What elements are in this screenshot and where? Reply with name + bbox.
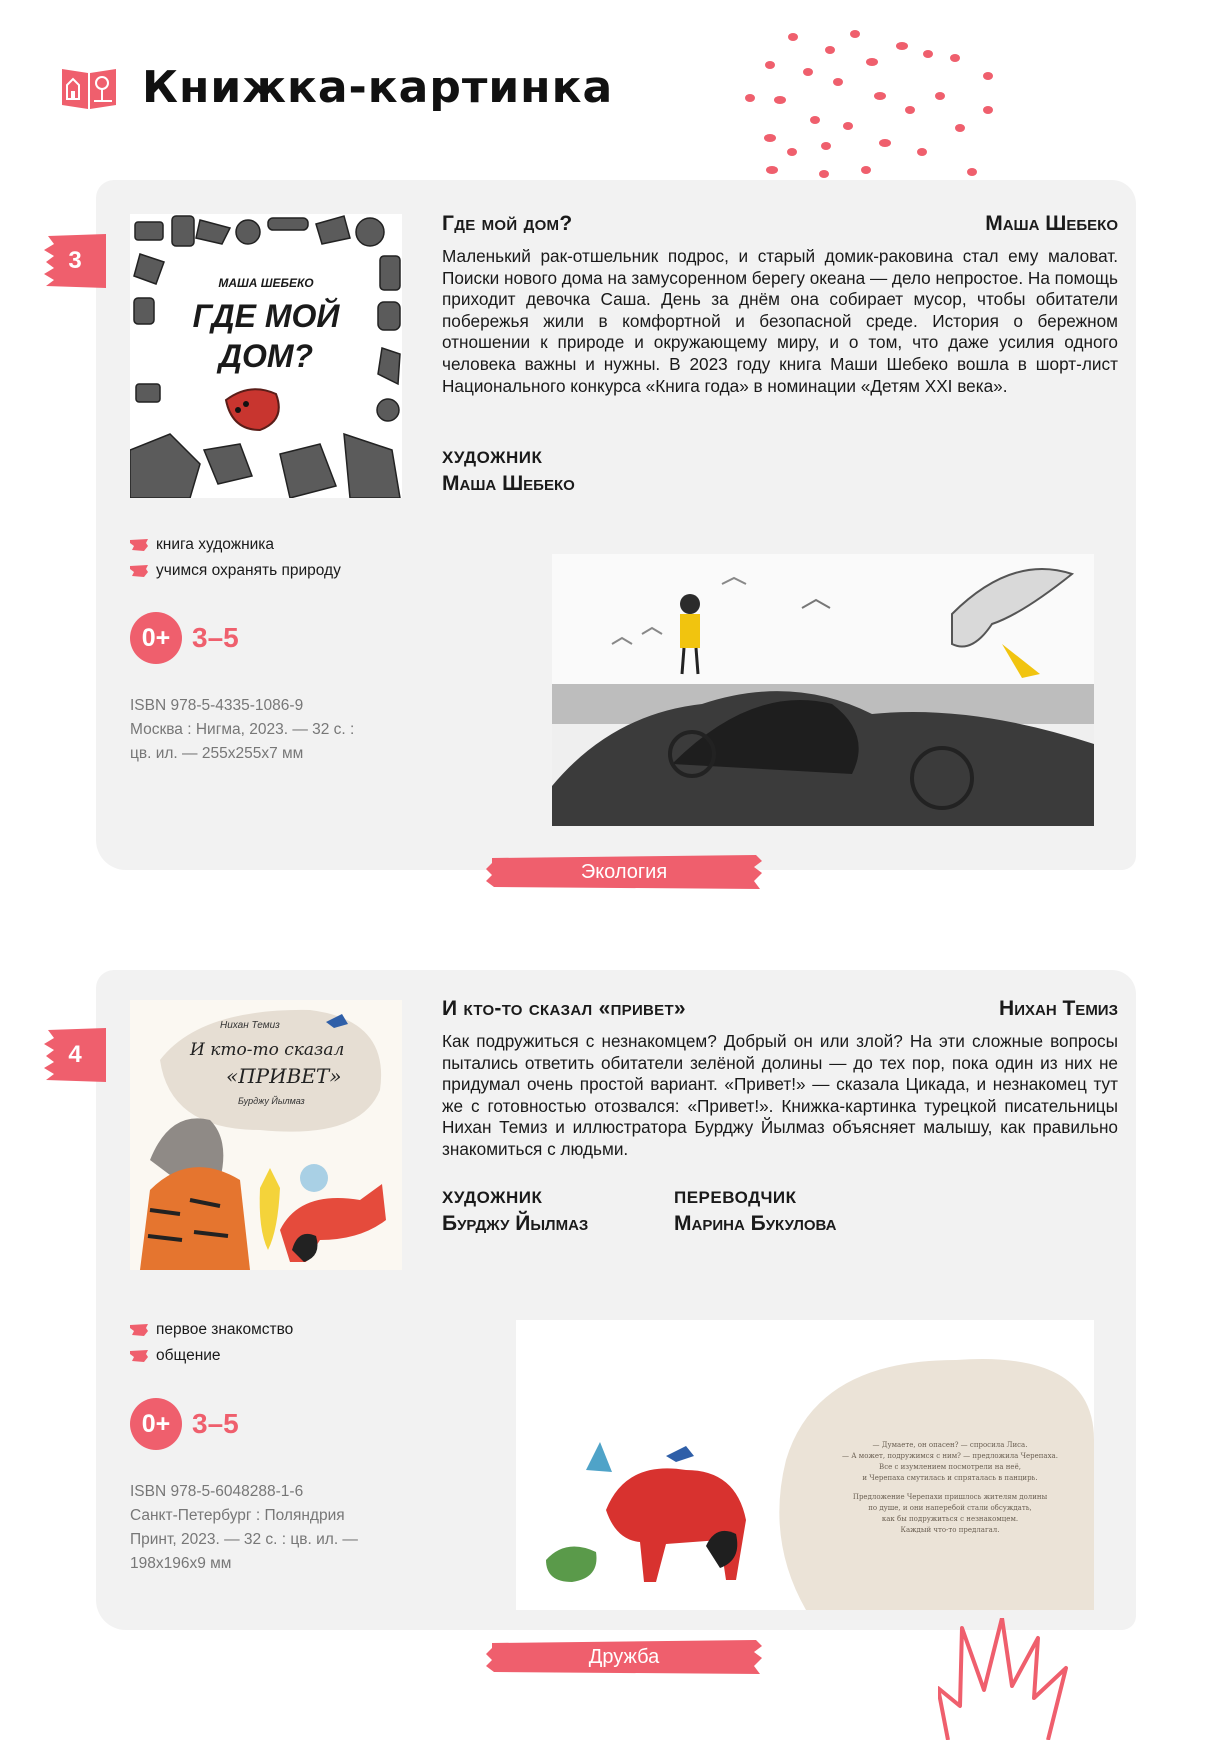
brush-mark-icon — [130, 1350, 148, 1362]
book-description: Маленький рак-отшельник подрос, и старый домик-раковина стал ему маловат. Поиски нового дома на замусоренном берегу океана — дело непростое. На помощь приходит девочка Саша. День за днём она собирает мусор, чтобы обитатели побережья жили в комфортной и безопасной среде. История о бережном отношении к природе и окружающему миру, и о том, что даже усилия одного человека важны и нужны. В 2023 году книга Маши Шебеко вошла в шорт-лист Национального конкурса «Книга года» в номинации «Детям XXI века». — [442, 246, 1119, 396]
book-author: Маша Шебеко — [985, 212, 1118, 235]
book-illustration-1 — [552, 554, 1094, 826]
picture-book-icon — [60, 63, 118, 111]
decorative-doodle — [938, 1618, 1068, 1740]
tag-item: книга художника — [130, 532, 341, 558]
artist-name: Бурджу Йылмаз — [442, 1212, 589, 1235]
theme-label: Экология — [486, 855, 762, 889]
artist-label: ХУДОЖНИК — [442, 448, 543, 467]
bibliographic-info: ISBN 978-5-4335-1086-9 Москва : Нигма, 2023. — 32 с. : цв. ил. — 255х255х7 мм — [130, 697, 355, 762]
book-number-badge: 3 — [44, 234, 106, 288]
book-title: Где мой дом? — [442, 212, 573, 235]
age-rating — [130, 1398, 239, 1450]
book-tags — [130, 1317, 293, 1369]
book-title: И кто-то сказал «привет» — [442, 997, 686, 1020]
cover-title-line-1: И кто-то сказал — [190, 1040, 345, 1060]
age-range: 3–5 — [192, 622, 239, 653]
cover-author-text: МАША ШЕБЕКО — [218, 276, 314, 290]
tag-item: первое знакомство — [130, 1317, 293, 1343]
book-number-badge: 4 — [44, 1028, 106, 1082]
book-tags — [130, 532, 341, 584]
age-badge: 0+ — [130, 612, 182, 664]
cover-artist-text: Бурджу Йылмаз — [238, 1096, 305, 1106]
brush-mark-icon — [130, 1324, 148, 1336]
tag-item: общение — [130, 1343, 293, 1369]
book-description: Как подружиться с незнакомцем? Добрый он или злой? На эти сложные вопросы пытались ответить обитатели зелёной долины — до тех пор, пока один из них не придумал очень простой вариант. «Привет!» — сказала Цикада, и незнакомец тут же с готовностью отозвался: «Привет!». Книжка-картинка турецкой писательницы Нихан Темиз и иллюстратора Бурджу Йылмаз объясняет малышу, как правильно знакомиться с людьми. — [442, 1031, 1118, 1159]
cover-title-line-2: ДОМ? — [218, 338, 314, 374]
theme-label: Дружба — [486, 1640, 762, 1674]
spread-text: — Думаете, он опасен? — спросила Лиса. — А может, подружимся с ним? — предложила Черепаха. Все с изумлением посмотрели на неё, и Черепаха смутилась и спряталась в панцирь. Предложение Черепахи пришлось жителям долины по душе, и они наперебой стали обсуждать, как бы подружиться с незнакомцем. Каждый что-то предлагал. — [842, 1441, 1058, 1534]
age-rating — [130, 612, 239, 664]
cover-title-line-1: ГДЕ МОЙ — [192, 298, 340, 334]
cover-title-line-2: «ПРИВЕТ» — [226, 1064, 342, 1088]
translator-label: ПЕРЕВОДЧИК — [674, 1188, 797, 1207]
page-title: Книжка-картинка — [142, 61, 614, 113]
bibliographic-info: ISBN 978-5-6048288-1-6 Санкт-Петербург : Поляндрия Принт, 2023. — 32 с. : цв. ил. — 198х196х9 мм — [130, 1483, 358, 1572]
book-cover-2 — [130, 1000, 402, 1270]
illustration-beach-trash — [552, 554, 1094, 826]
section-header — [60, 52, 613, 122]
artist-label: ХУДОЖНИК — [442, 1188, 543, 1207]
cover-author-text: Нихан Темиз — [220, 1020, 280, 1031]
decorative-dots — [730, 20, 1000, 190]
artist-name: Маша Шебеко — [442, 472, 575, 495]
tag-item: учимся охранять природу — [130, 558, 341, 584]
age-range: 3–5 — [192, 1408, 239, 1439]
age-badge: 0+ — [130, 1398, 182, 1450]
translator-name: Марина Букулова — [674, 1212, 837, 1235]
book-illustration-2 — [516, 1320, 1094, 1610]
book-cover-1 — [130, 214, 402, 498]
brush-mark-icon — [130, 539, 148, 551]
book-author: Нихан Темиз — [999, 997, 1118, 1020]
brush-mark-icon — [130, 565, 148, 577]
